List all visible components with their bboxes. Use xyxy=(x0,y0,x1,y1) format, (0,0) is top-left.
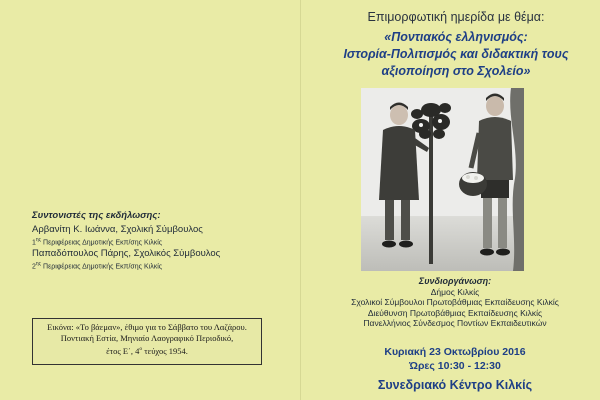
coordinators-block xyxy=(32,210,282,273)
area-number: 2 xyxy=(32,263,36,271)
event-date: Κυριακή 23 Οκτωβρίου 2016 xyxy=(384,346,526,358)
event-venue: Συνεδριακό Κέντρο Κιλκίς xyxy=(377,378,533,392)
coordinator-name: Αρβανίτη Κ. Ιωάννα, Σχολική Σύμβουλος xyxy=(32,224,203,235)
caption-text: έτος Ε΄, 4 xyxy=(106,345,140,356)
coordinator-area xyxy=(32,259,282,272)
organizers-heading: Συνδιοργάνωση: xyxy=(418,276,492,286)
page-fold-divider xyxy=(300,0,301,400)
caption-text: τεύχος 1954. xyxy=(142,345,188,356)
organizer-item: Δήμος Κιλκίς xyxy=(430,286,480,297)
area-ordinal: ης xyxy=(35,237,42,243)
event-header xyxy=(318,8,594,80)
caption-line xyxy=(33,344,261,357)
area-ordinal: ης xyxy=(35,261,42,268)
event-title-line: Ιστορία-Πολιτισμός και διδακτική τους xyxy=(343,47,569,61)
area-text: Περιφέρειας Δημοτικής Εκπ/σης Κιλκίς xyxy=(41,239,163,247)
caption-line: Ποντιακή Εστία, Μηνιαίο Λαογραφικό Περιοδικό, xyxy=(60,333,234,343)
event-subtitle: Επιμορφωτική ημερίδα με θέμα: xyxy=(367,10,545,24)
caption-line: Εικόνα: «Το βάεμαν», έθιμο για το Σάββατο του Λαζάρου. xyxy=(47,322,247,332)
area-number: 1 xyxy=(32,239,36,247)
coordinator-name: Παπαδόπουλος Πάρης, Σχολικός Σύμβουλος xyxy=(32,248,221,260)
event-title xyxy=(318,29,594,80)
image-caption-box xyxy=(32,318,262,365)
coordinator-area xyxy=(32,235,282,248)
organizer-item: Σχολικοί Σύμβουλοι Πρωτοβάθμιας Εκπαίδευσης Κιλκίς xyxy=(351,297,559,307)
organizer-item: Διεύθυνση Πρωτοβάθμιας Εκπαίδευσης Κιλκίς xyxy=(367,307,543,318)
event-title-line: «Ποντιακός ελληνισμός: xyxy=(384,30,528,44)
caption-ordinal: ο xyxy=(139,346,143,352)
organizer-item: Πανελλήνιος Σύνδεσμος Ποντίων Εκπαιδευτικών xyxy=(363,318,547,328)
coordinators-heading: Συντονιστές της εκδήλωσης: xyxy=(32,210,161,221)
historical-photo xyxy=(361,88,524,271)
photo-illustration xyxy=(361,88,524,271)
event-time: Ώρες 10:30 - 12:30 xyxy=(409,360,501,372)
event-details xyxy=(310,346,600,392)
event-title-line: αξιοποίηση στο Σχολείο» xyxy=(381,64,531,78)
organizers-block xyxy=(310,276,600,329)
area-text: Περιφέρειας Δημοτικής Εκπ/σης Κιλκίς xyxy=(41,263,163,271)
